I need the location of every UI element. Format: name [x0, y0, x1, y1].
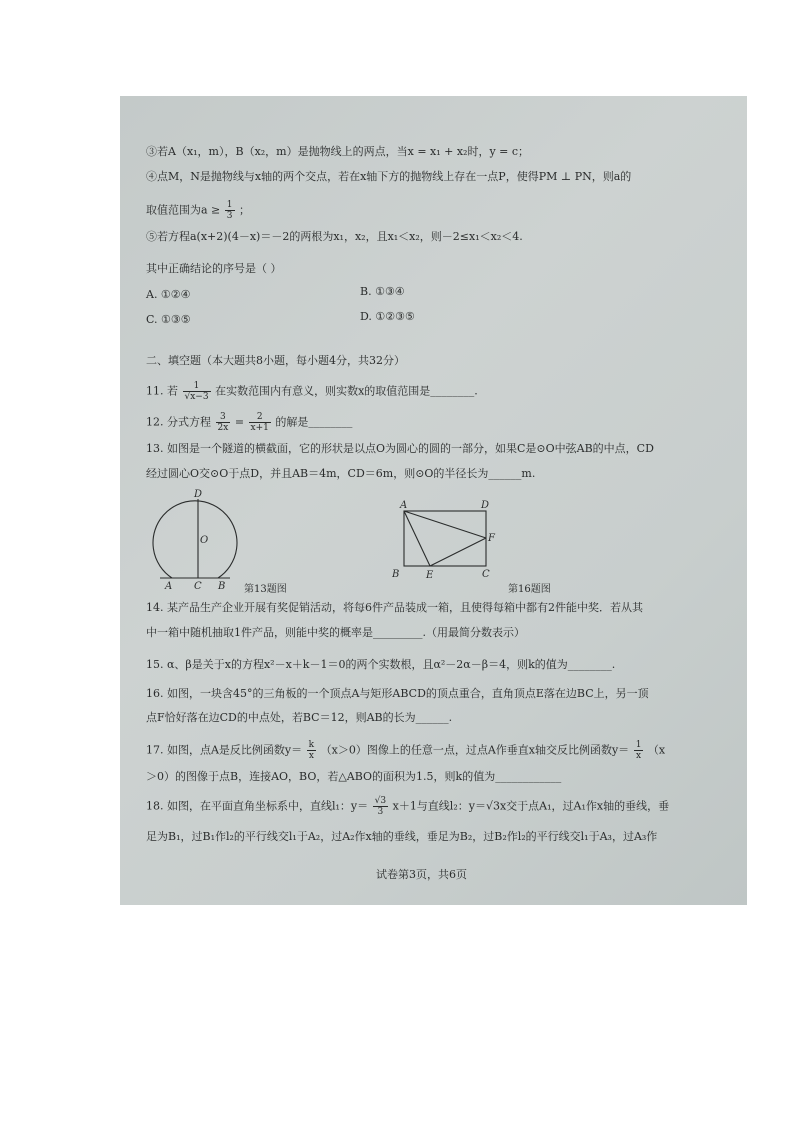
- q12-text-start: 12. 分式方程: [146, 415, 211, 429]
- fig13-label-a: A: [165, 581, 173, 592]
- q12-equals: =: [234, 415, 245, 429]
- q10-option-b: B. ①③④: [360, 285, 405, 298]
- fraction-numerator: 1: [226, 200, 233, 210]
- q14-line-1: 14. 某产品生产企业开展有奖促销活动，将每6件产品装成一箱，且使得每箱中都有2件能中奖．若从其: [146, 601, 643, 614]
- fig13-label-c: C: [194, 581, 202, 592]
- q17-text-end: （x: [647, 743, 666, 757]
- q17-text-middle: （x＞0）图像上的任意一点，过点A作垂直x轴交反比例函数y＝: [320, 743, 630, 757]
- fraction-denominator: 2x: [217, 423, 229, 433]
- q13-line-1: 13. 如图是一个隧道的横截面，它的形状是以点O为圆心的圆的一部分，如果C是⊙O中弦AB的中点，CD: [146, 442, 654, 455]
- q18-fraction: [373, 796, 388, 817]
- fig13-label-b: B: [218, 581, 226, 592]
- fig16-label-d: D: [481, 500, 490, 511]
- fig13-label-o: O: [200, 535, 209, 546]
- q17-fraction-one: [634, 740, 644, 761]
- fig16-label-e: E: [426, 570, 434, 580]
- q13-line-2: 经过圆心O交⊙O于点D，并且AB＝4m，CD＝6m，则⊙O的半径长为______m.: [146, 467, 536, 480]
- q16-line-2: 点F恰好落在边CD的中点处，若BC＝12，则AB的长为______.: [146, 711, 453, 724]
- question-12: [146, 412, 352, 433]
- q12-fraction-left: [216, 412, 231, 433]
- fraction-denominator: 3: [226, 211, 233, 221]
- question-11: [146, 381, 478, 402]
- fig16-label-b: B: [392, 569, 400, 580]
- figure-13-tunnel-diagram: [150, 488, 250, 592]
- q12-fraction-right: [249, 412, 271, 433]
- q17-text-start: 17. 如图，点A是反比例函数y＝: [146, 743, 303, 757]
- q11-fraction: [183, 381, 211, 402]
- fig13-label-d: D: [194, 489, 203, 500]
- fraction-numerator: 3: [216, 412, 231, 423]
- fraction-denominator: x: [308, 751, 314, 761]
- fraction-denominator: 3: [377, 807, 384, 817]
- q18-line-2: 足为B₁，过B₁作l₂的平行线交l₁于A₂，过A₂作x轴的垂线，垂足为B₂，过B₂作l₂的平行线交l₁于A₃，过A₃作: [146, 830, 658, 843]
- q17-line-1: [146, 740, 665, 761]
- q10-option-a: A. ①②④: [146, 288, 191, 301]
- figure-13-caption: 第13题图: [244, 584, 287, 595]
- fig16-label-f: F: [488, 533, 495, 544]
- q10-option-d: D. ①②③⑤: [360, 310, 415, 323]
- fig16-label-a: A: [400, 500, 408, 511]
- fraction-denominator: x+1: [250, 423, 269, 433]
- q16-line-1: 16. 如图，一块含45°的三角板的一个顶点A与矩形ABCD的顶点重合，直角顶点E落在边BC上，另一顶: [146, 687, 649, 700]
- fraction-denominator: √x−3: [184, 392, 209, 402]
- q10-item-4-line2-text: 取值范围为a ≥: [146, 203, 221, 217]
- q11-text-start: 11. 若: [146, 384, 178, 398]
- q10-item-5: ⑤若方程a(x+2)(4－x)＝－2的两根为x₁，x₂，且x₁＜x₂，则－2≤x₁＜x₂＜4.: [146, 230, 523, 243]
- fraction-numerator: 1: [183, 381, 211, 392]
- fraction-numerator: 1: [635, 740, 642, 750]
- page-footer: 试卷第3页，共6页: [376, 868, 467, 881]
- q17-line-2: ＞0）的图像于点B，连接AO，BO，若△ABO的面积为1.5，则k的值为____________: [146, 770, 562, 783]
- fraction-denominator: x: [636, 751, 642, 761]
- q14-line-2: 中一箱中随机抽取1件产品，则能中奖的概率是_________.（用最简分数表示）: [146, 626, 525, 639]
- figure-16-rectangle-diagram: [392, 498, 502, 580]
- section-2-heading: 二、填空题（本大题共8小题，每小题4分，共32分）: [146, 354, 405, 367]
- q10-item-4-line2: [146, 200, 250, 221]
- q10-item-4-line1: ④点M，N是抛物线与x轴的两个交点，若在x轴下方的抛物线上存在一点P，使得PM ⊥ PN，则a的: [146, 170, 632, 183]
- q18-text-end: x＋1与直线l₂：y＝√3x交于点A₁，过A₁作x轴的垂线，垂: [392, 799, 670, 813]
- q18-line-1: [146, 796, 669, 817]
- q10-option-c: C. ①③⑤: [146, 313, 191, 326]
- q10-prompt: 其中正确结论的序号是（ ）: [146, 262, 282, 275]
- q17-fraction-k: [307, 740, 316, 761]
- q11-text-end: 在实数范围内有意义，则实数x的取值范围是________.: [215, 384, 478, 398]
- fraction-numerator: √3: [374, 796, 387, 806]
- q10-item-4-line2-end: ；: [239, 203, 251, 217]
- q10-item-3: ③若A（x₁，m），B（x₂，m）是抛物线上的两点，当x = x₁ + x₂时，y = c；: [146, 145, 530, 158]
- fraction-numerator: 2: [249, 412, 271, 423]
- q18-text-start: 18. 如图，在平面直角坐标系中，直线l₁：y＝: [146, 799, 369, 813]
- q12-text-end: 的解是________: [275, 415, 353, 429]
- fig16-label-c: C: [482, 569, 490, 580]
- fraction-numerator: k: [308, 740, 315, 750]
- q15-line-1: 15. α、β是关于x的方程x²－x＋k－1＝0的两个实数根，且α²－2α－β＝4，则k的值为________.: [146, 658, 616, 671]
- figure-16-caption: 第16题图: [508, 584, 551, 595]
- exam-page-photo: [120, 96, 747, 905]
- q10-item-4-fraction: [225, 200, 235, 221]
